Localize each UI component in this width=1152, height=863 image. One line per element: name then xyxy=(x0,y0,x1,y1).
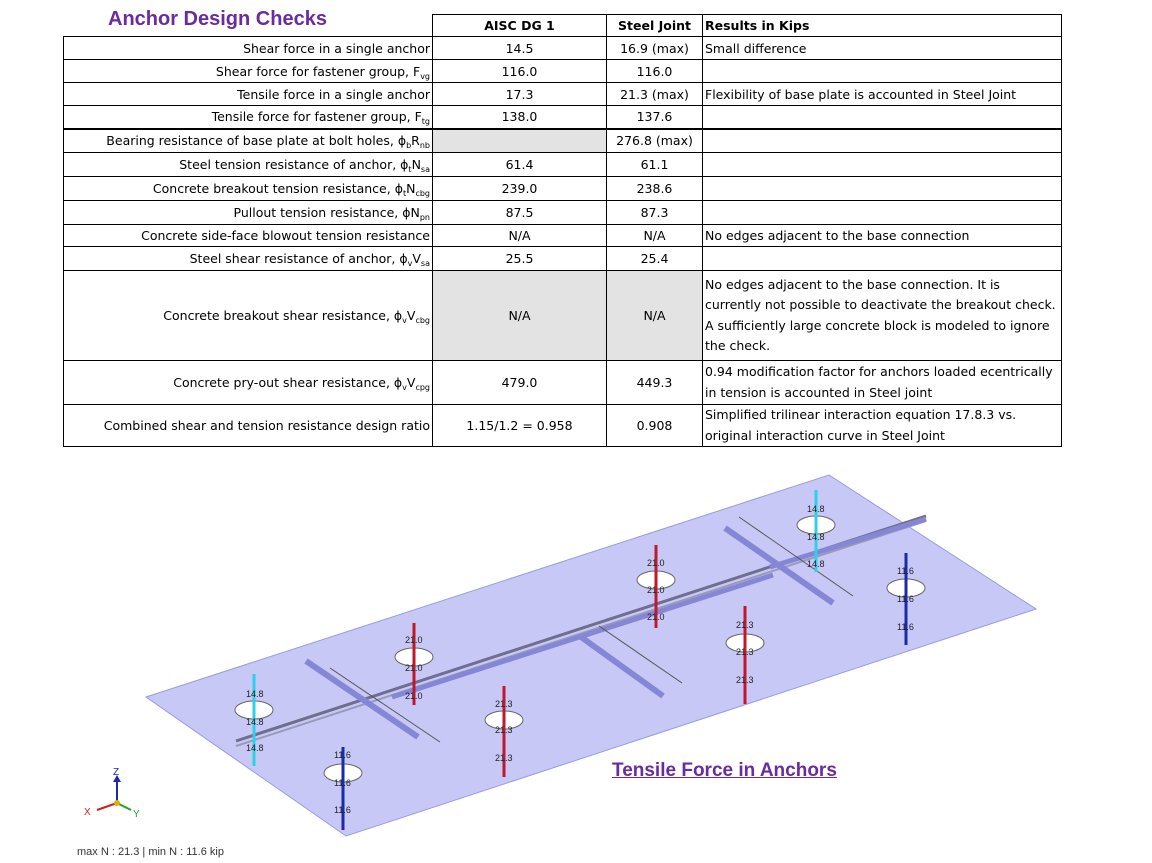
header-steel-joint: Steel Joint xyxy=(607,15,703,37)
svg-text:11.6: 11.6 xyxy=(334,750,351,760)
axis-triad xyxy=(84,767,140,820)
svg-text:21.3: 21.3 xyxy=(736,675,754,685)
table-row: Tensile force in a single anchor 17.3 21.3 (max) Flexibility of base plate is accounted in Steel Joint xyxy=(64,83,1062,106)
svg-text:11.6: 11.6 xyxy=(897,594,914,604)
table-row: Bearing resistance of base plate at bolt holes, $\phi_bR_{nb}$ 276.8 (max) xyxy=(64,129,1062,153)
svg-text:14.8: 14.8 xyxy=(246,689,264,699)
svg-text:14.8: 14.8 xyxy=(807,559,825,569)
svg-text:21.3: 21.3 xyxy=(736,647,754,657)
svg-text:21.0: 21.0 xyxy=(647,585,665,595)
svg-text:21.0: 21.0 xyxy=(405,691,423,701)
table-row: Tensile force for fastener group, $F_{tg}$ 138.0 137.6 xyxy=(64,106,1062,129)
svg-text:21.0: 21.0 xyxy=(405,663,423,673)
svg-text:21.0: 21.0 xyxy=(647,558,665,568)
svg-text:21.3: 21.3 xyxy=(495,725,513,735)
page-title: Anchor Design Checks xyxy=(108,8,327,30)
svg-text:11.6: 11.6 xyxy=(897,622,914,632)
table-row: Concrete breakout tension resistance, $\phi_tN_{cbg}$ 239.0 238.6 xyxy=(64,177,1062,201)
y-axis-label: Y xyxy=(133,809,140,820)
svg-text:11.6: 11.6 xyxy=(334,778,351,788)
figure-caption: Tensile Force in Anchors xyxy=(612,760,837,781)
svg-text:21.3: 21.3 xyxy=(495,699,513,709)
svg-text:21.3: 21.3 xyxy=(495,753,513,763)
svg-text:14.8: 14.8 xyxy=(246,717,264,727)
svg-text:11.6: 11.6 xyxy=(334,805,351,815)
z-axis-label: Z xyxy=(113,767,120,778)
header-aisc: AISC DG 1 xyxy=(433,15,607,37)
svg-text:21.0: 21.0 xyxy=(647,612,665,622)
table-row: Shear force in a single anchor 14.5 16.9 (max) Small difference xyxy=(64,37,1062,60)
x-axis-label: X xyxy=(84,807,91,818)
table-row: Concrete side-face blowout tension resistance N/A N/A No edges adjacent to the base connection xyxy=(64,225,1062,247)
table-row: Steel shear resistance of anchor, $\phi_vV_{sa}$ 25.5 25.4 xyxy=(64,247,1062,271)
svg-text:14.8: 14.8 xyxy=(246,743,264,753)
table-row: Shear force for fastener group, $F_{vg}$ 116.0 116.0 xyxy=(64,60,1062,83)
table-row: Concrete breakout shear resistance, $\phi_vV_{cbg}$ N/A N/A No edges adjacent to the base connection. It is currently not possible to deactivate the breakout check. A sufficiently large concrete block is modeled to ignore the check. xyxy=(64,271,1062,361)
svg-text:14.8: 14.8 xyxy=(807,504,825,514)
header-results: Results in Kips xyxy=(703,15,1062,37)
svg-text:14.8: 14.8 xyxy=(807,532,825,542)
status-readout: max N : 21.3 | min N : 11.6 kip xyxy=(77,846,224,858)
svg-text:21.3: 21.3 xyxy=(736,620,754,630)
svg-text:11.6: 11.6 xyxy=(897,566,914,576)
table-row: Concrete pry-out shear resistance, $\phi_vV_{cpg}$ 479.0 449.3 0.94 modification factor for anchors loaded ecentrically in tension is accounted in Steel joint xyxy=(64,361,1062,405)
table-row: Pullout tension resistance, $\phi N_{pn}$ 87.5 87.3 xyxy=(64,201,1062,225)
svg-text:21.0: 21.0 xyxy=(405,635,423,645)
table-row: Combined shear and tension resistance design ratio 1.15/1.2 = 0.958 0.908 Simplified trilinear interaction equation 17.8.3 vs. original interaction curve in Steel Joint xyxy=(64,405,1062,447)
table-row: Steel tension resistance of anchor, $\phi_tN_{sa}$ 61.4 61.1 xyxy=(64,153,1062,177)
